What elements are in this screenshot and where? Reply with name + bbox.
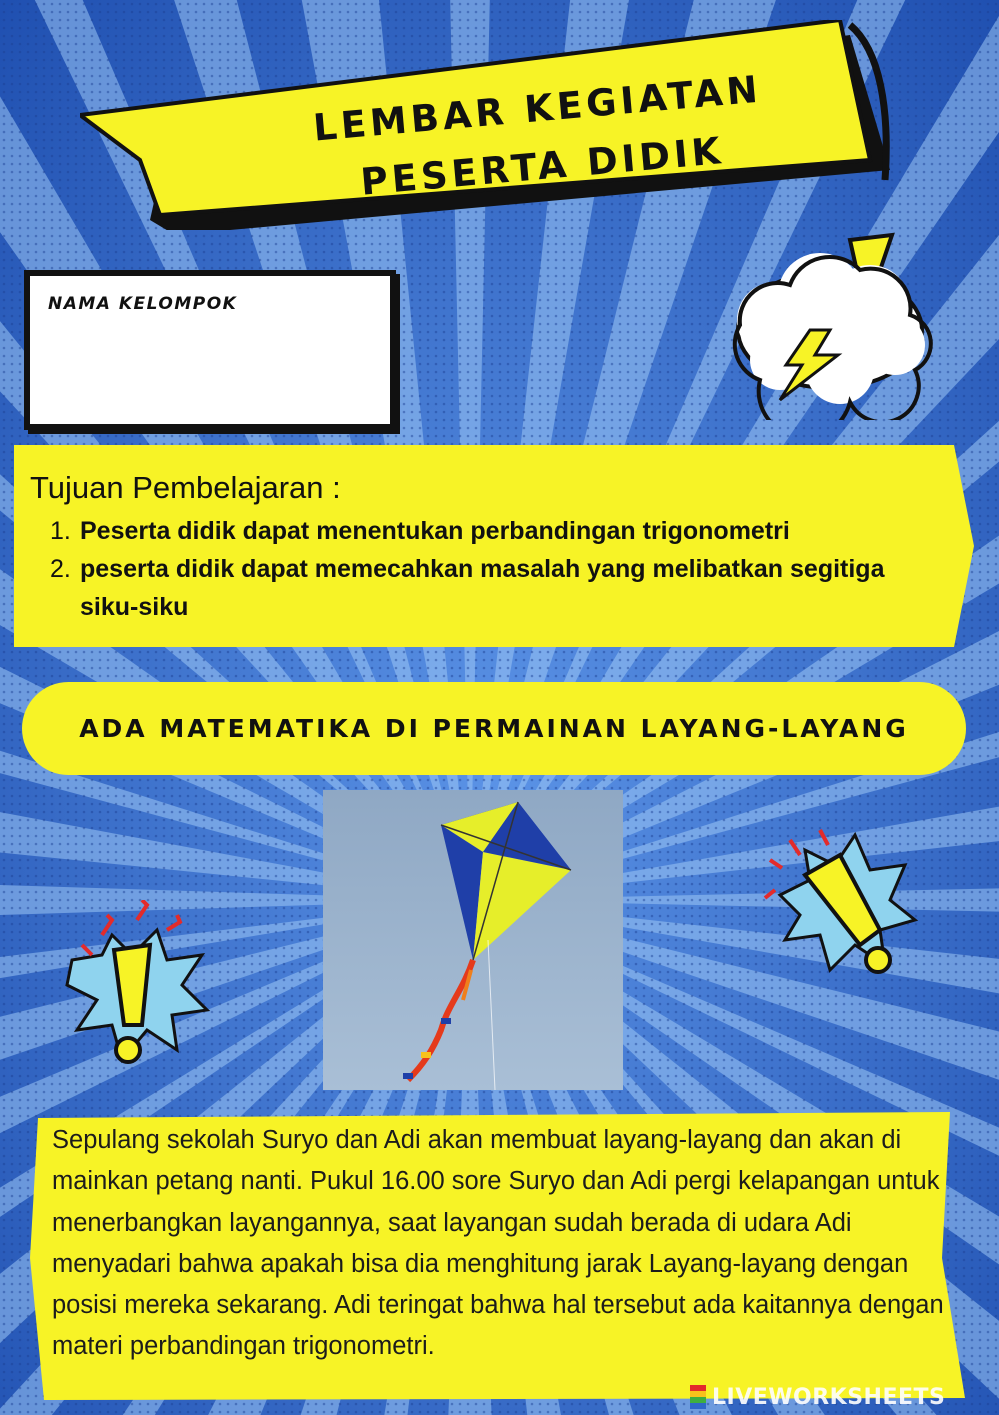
learning-goals-title: Tujuan Pembelajaran :: [30, 470, 341, 505]
learning-goal-item: [50, 512, 940, 550]
exclamation-burst-icon: [62, 900, 212, 1080]
learning-goal-item: [50, 550, 940, 626]
goal-number: 2.: [50, 555, 71, 583]
goal-text: Peserta didik dapat menentukan perbandingan trigonometri: [80, 517, 790, 545]
learning-goals-list: [50, 512, 940, 626]
group-name-box[interactable]: [24, 270, 396, 430]
story-paragraph: Sepulang sekolah Suryo dan Adi akan membuat layang-layang dan akan di mainkan petang nanti. Pukul 16.00 sore Suryo dan Adi pergi kelapangan untuk menerbangkan layangannya, saat layangan sudah berada di udara Adi menyadari bahwa apakah bisa dia menghitung jarak Layang-layang dengan posisi mereka sekarang. Adi teringat bahwa hal tersebut ada kaitannya dengan materi perbandingan trigonometri.: [52, 1126, 944, 1361]
goal-number: 1.: [50, 517, 71, 545]
exclamation-burst-icon: [760, 820, 920, 980]
group-name-label: NAMA KELOMPOK: [48, 294, 238, 314]
topic-heading: ADA MATEMATIKA DI PERMAINAN LAYANG-LAYANG: [79, 714, 909, 743]
liveworksheets-logo-icon: [690, 1385, 706, 1409]
liveworksheets-watermark[interactable]: [690, 1384, 945, 1410]
kite-photo: [323, 790, 623, 1090]
banner-title-line-1: LEMBAR KEGIATAN: [311, 67, 764, 150]
banner-title-line-2: PESERTA DIDIK: [358, 129, 726, 204]
watermark-text: LIVEWORKSHEETS: [712, 1384, 946, 1410]
goal-text: peserta didik dapat memecahkan masalah yang melibatkan segitiga siku-siku: [80, 555, 885, 621]
title-banner: [80, 20, 900, 230]
thunder-cloud-icon: [720, 230, 940, 420]
topic-heading-pill: [22, 682, 966, 775]
